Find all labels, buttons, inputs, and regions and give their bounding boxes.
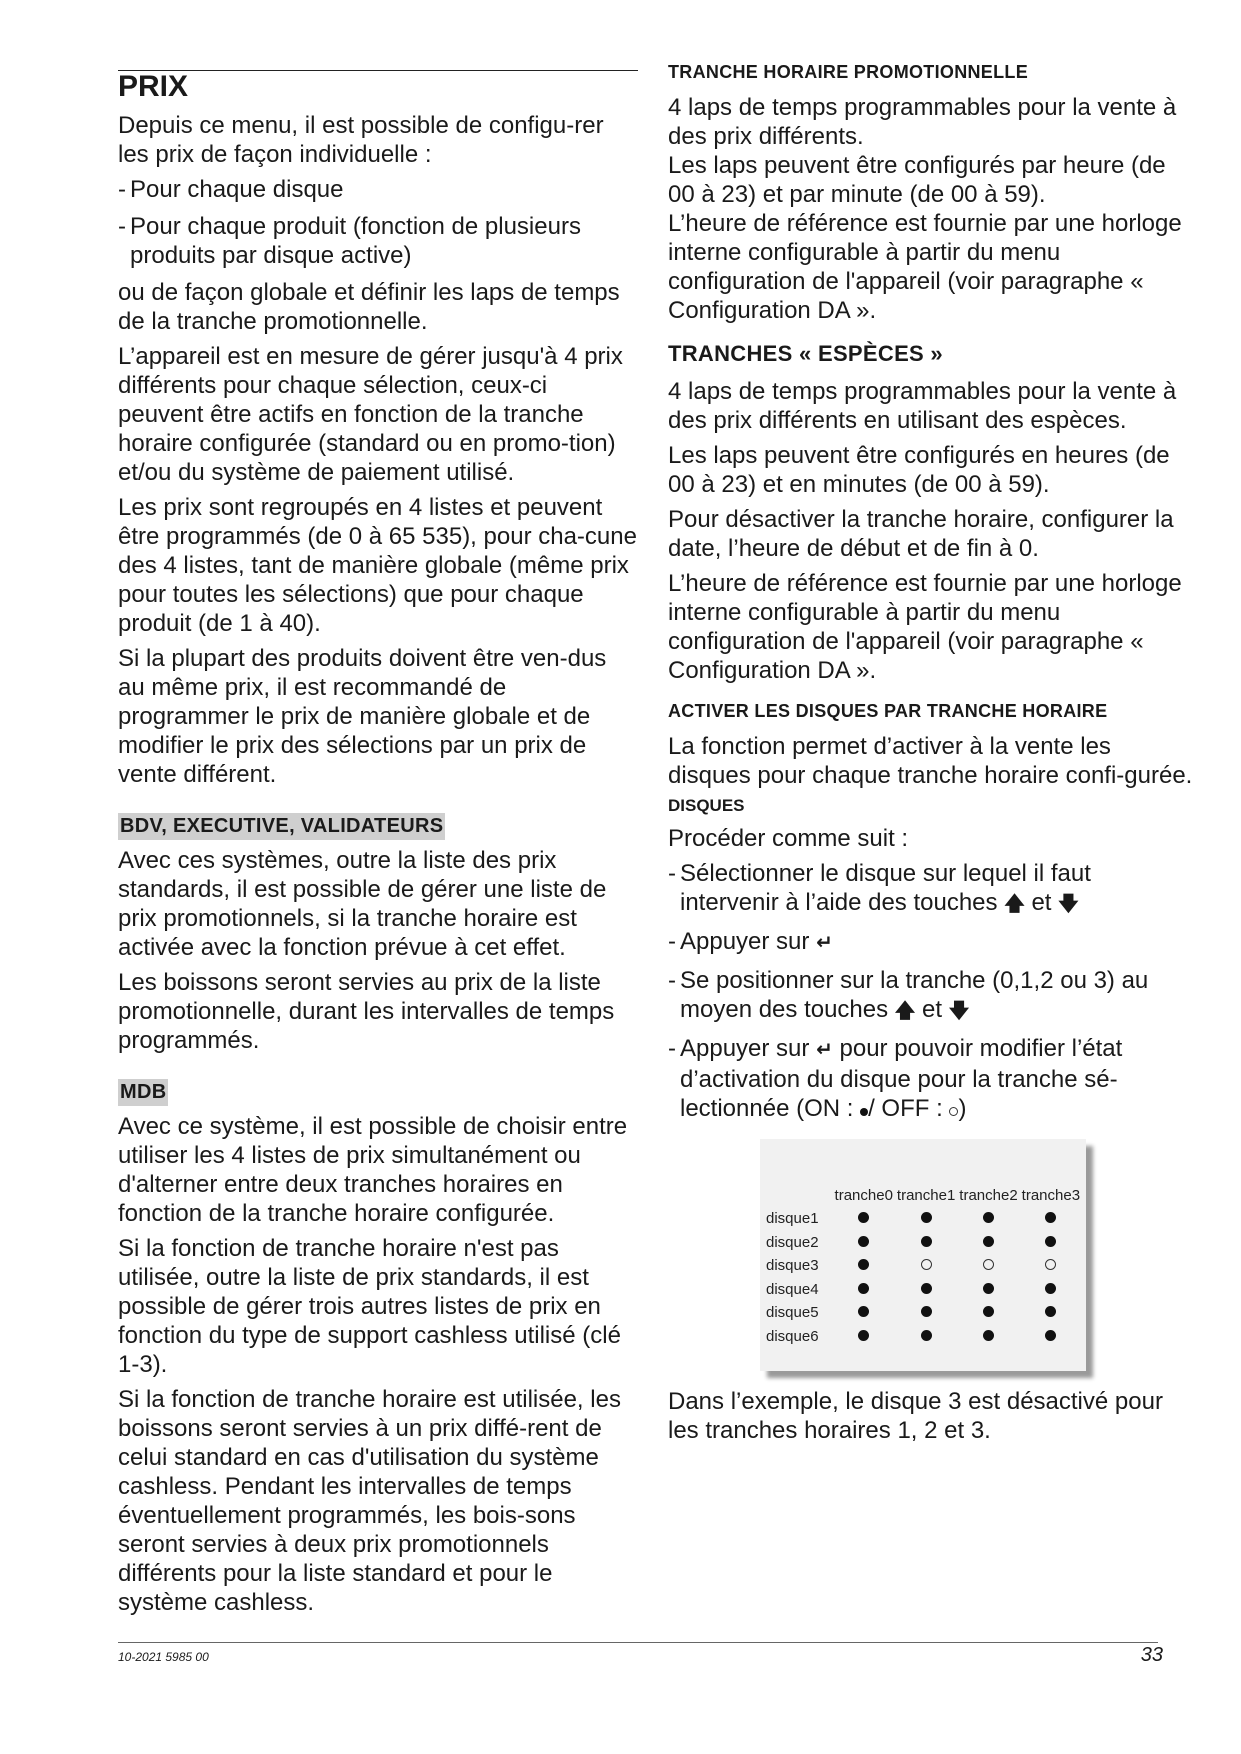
column-header: tranche3	[1021, 1187, 1081, 1204]
table-row	[764, 1254, 1082, 1278]
paragraph: Avec ce système, il est possible de choisir entre utiliser les 4 listes de prix simultanément ou d'alterner entre deux tranches horaires en fonction de la tranche horaire configurée.	[118, 1113, 628, 1227]
heading-activer: ACTIVER LES DISQUES PAR TRANCHE HORAIRE	[668, 701, 1108, 721]
intro-paragraph: Depuis ce menu, il est possible de configu-rer les prix de façon individuelle :	[118, 112, 604, 168]
filled-dot-icon	[983, 1283, 994, 1294]
table-row	[764, 1207, 1082, 1231]
footer-rule	[118, 1642, 1158, 1643]
list-item: - Pour chaque disque	[118, 176, 344, 203]
filled-dot-icon	[858, 1259, 869, 1270]
filled-dot-icon	[1045, 1236, 1056, 1247]
paragraph: Si la fonction de tranche horaire est utilisée, les boissons seront servies à un prix diffé-rent de celui standard en cas d'utilisation du système cashless. Pendant les intervalles de temps éventuellement programmés, les bois-sons seront servies à deux prix promotionnels différents pour la liste standard et pour le système cashless.	[118, 1386, 621, 1616]
column-header: tranche2	[959, 1187, 1018, 1204]
paragraph: Les laps peuvent être configurés en heures (de 00 à 23) et en minutes (de 00 à 59).	[668, 442, 1170, 498]
paragraph: L’heure de référence est fournie par une horloge interne configurable à partir du menu configuration de l'appareil (voir paragraphe « Configuration DA ».	[668, 210, 1182, 324]
filled-dot-icon	[983, 1236, 994, 1247]
filled-dot-icon	[860, 1108, 868, 1116]
filled-dot-icon	[921, 1212, 932, 1223]
example-table-box	[760, 1139, 1086, 1371]
paragraph: L’heure de référence est fournie par une horloge interne configurable à partir du menu configuration de l'appareil (voir paragraphe « Configuration DA ».	[668, 570, 1182, 684]
row-label: disque3	[766, 1257, 819, 1275]
column-header: tranche1	[896, 1187, 956, 1204]
empty-dot-icon	[983, 1259, 994, 1270]
row-label: disque5	[766, 1304, 819, 1322]
arrow-down-icon: 🡇	[1058, 893, 1079, 915]
empty-dot-icon	[1045, 1259, 1056, 1270]
heading-especes: TRANCHES « ESPÈCES »	[668, 341, 943, 366]
filled-dot-icon	[858, 1212, 869, 1223]
row-label: disque4	[766, 1280, 819, 1298]
paragraph: Pour désactiver la tranche horaire, configurer la date, l’heure de début et de fin à 0.	[668, 506, 1174, 562]
paragraph: Si la fonction de tranche horaire n'est pas utilisée, outre la liste de prix standards, il est possible de gérer trois autres listes de prix en fonction du type de support cashless utilisé (clé 1-3).	[118, 1235, 621, 1378]
column-header: tranche0	[834, 1187, 893, 1204]
filled-dot-icon	[921, 1283, 932, 1294]
filled-dot-icon	[1045, 1306, 1056, 1317]
paragraph: 4 laps de temps programmables pour la vente à des prix différents.	[668, 94, 1177, 150]
conclusion-paragraph: Dans l’exemple, le disque 3 est désactivé pour les tranches horaires 1, 2 et 3.	[668, 1388, 1163, 1444]
filled-dot-icon	[983, 1330, 994, 1341]
section-title: PRIX	[118, 70, 189, 103]
list-item: - Se positionner sur la tranche (0,1,2 ou 3) au moyen des touches 🡅 et 🡇	[668, 966, 1196, 1026]
arrow-up-icon: 🡅	[894, 1000, 916, 1022]
filled-dot-icon	[1045, 1330, 1056, 1341]
paragraph: Avec ces systèmes, outre la liste des prix standards, il est possible de gérer une liste de prix promotionnels, si la tranche horaire est activée avec la fonction prévue à cet effet.	[118, 847, 607, 961]
row-label: disque6	[766, 1327, 819, 1345]
table-row	[764, 1231, 1082, 1255]
left-column	[118, 62, 638, 1623]
filled-dot-icon	[858, 1306, 869, 1317]
heading-promo: TRANCHE HORAIRE PROMOTIONNELLE	[668, 62, 1028, 82]
table-row	[764, 1278, 1082, 1302]
filled-dot-icon	[858, 1236, 869, 1247]
filled-dot-icon	[921, 1306, 932, 1317]
empty-dot-icon	[921, 1259, 932, 1270]
filled-dot-icon	[983, 1212, 994, 1223]
arrow-up-icon: 🡅	[1004, 893, 1025, 915]
heading-disques: DISQUES	[668, 796, 745, 815]
paragraph: L’appareil est en mesure de gérer jusqu'à 4 prix différents pour chaque sélection, ceux-ci peuvent être actifs en fonction de la tranche horaire configurée (standard ou en promo-tion) et/ou du système de paiement utilisé.	[118, 343, 623, 486]
paragraph: La fonction permet d’activer à la vente les disques pour chaque tranche horaire confi-gurée.	[668, 733, 1193, 789]
paragraph: Les boissons seront servies au prix de la liste promotionnelle, durant les intervalles de temps programmés.	[118, 969, 615, 1054]
arrow-down-icon: 🡇	[948, 1000, 970, 1022]
paragraph: ou de façon globale et définir les laps de temps de la tranche promotionnelle.	[118, 279, 620, 335]
row-label: disque1	[766, 1210, 819, 1228]
filled-dot-icon	[921, 1236, 932, 1247]
page-number: 33	[1140, 1644, 1163, 1666]
list-item: - Sélectionner le disque sur lequel il faut intervenir à l’aide des touches 🡅 et 🡇	[668, 859, 1196, 919]
paragraph: Procéder comme suit :	[668, 825, 909, 852]
right-column	[668, 62, 1196, 1451]
heading-bdv: BDV, EXECUTIVE, VALIDATEURS	[118, 813, 445, 840]
filled-dot-icon	[983, 1306, 994, 1317]
list-item: - Appuyer sur ↵	[668, 927, 1196, 958]
enter-key-icon: ↵	[816, 1039, 833, 1061]
filled-dot-icon	[858, 1330, 869, 1341]
paragraph: Les prix sont regroupés en 4 listes et peuvent être programmés (de 0 à 65 535), pour cha-cune des 4 listes, tant de manière globale (même prix pour toutes les sélections) que pour chaque produit (de 1 à 40).	[118, 494, 637, 637]
heading-mdb: MDB	[118, 1079, 168, 1106]
paragraph: Si la plupart des produits doivent être ven-dus au même prix, il est recommandé de programmer le prix de manière globale et de modifier le prix des sélections par un prix de vente différent.	[118, 645, 607, 788]
list-item: - Appuyer sur ↵ pour pouvoir modifier l’état d’activation du disque pour la tranche sé-lectionnée (ON : / OFF : )	[668, 1035, 1123, 1122]
filled-dot-icon	[1045, 1283, 1056, 1294]
filled-dot-icon	[921, 1330, 932, 1341]
filled-dot-icon	[858, 1283, 869, 1294]
enter-key-icon: ↵	[816, 932, 833, 954]
table-row	[764, 1325, 1082, 1349]
table-row	[764, 1301, 1082, 1325]
disque-tranche-table	[764, 1187, 1082, 1348]
footer-document-code: 10-2021 5985 00	[118, 1650, 209, 1664]
paragraph: 4 laps de temps programmables pour la vente à des prix différents en utilisant des espèces.	[668, 378, 1177, 434]
paragraph: Les laps peuvent être configurés par heure (de 00 à 23) et par minute (de 00 à 59).	[668, 152, 1166, 208]
filled-dot-icon	[1045, 1212, 1056, 1223]
row-label: disque2	[766, 1233, 819, 1251]
list-item: - Pour chaque produit (fonction de plusieurs produits par disque active)	[118, 213, 581, 269]
